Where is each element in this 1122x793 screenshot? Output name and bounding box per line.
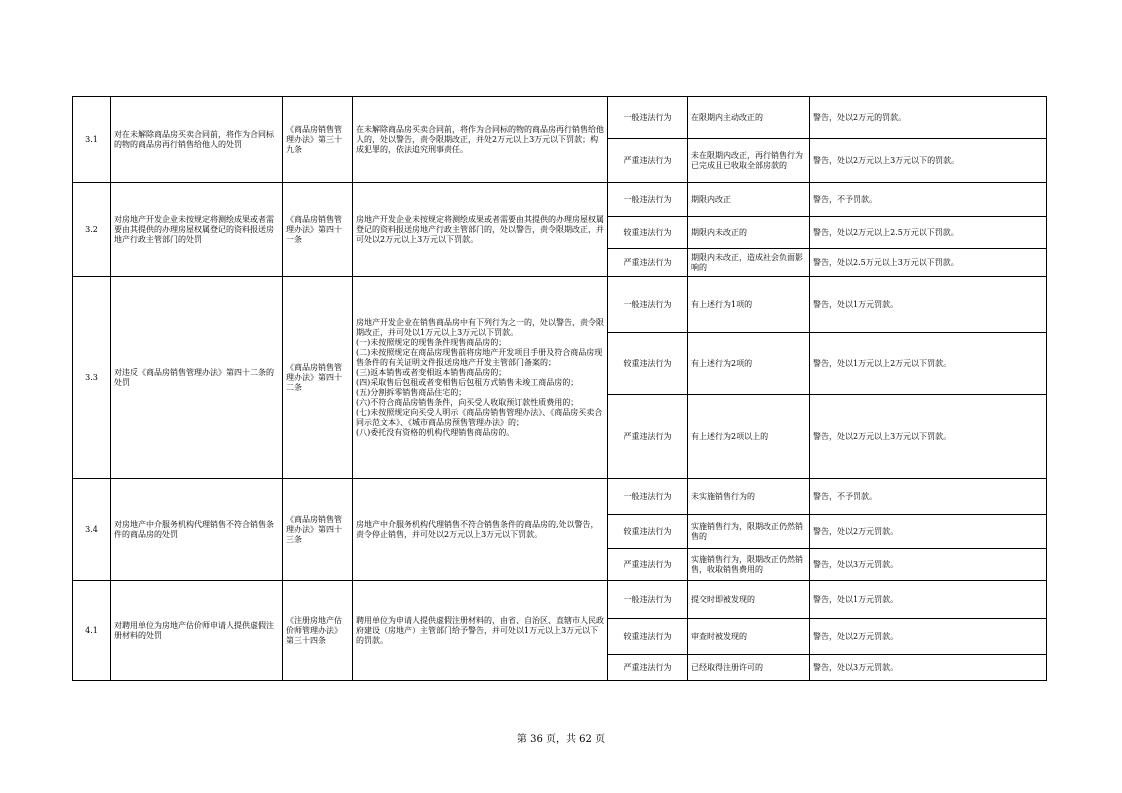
penalty-standard: 警告，处以2万元以上2.5万元以下罚款。	[810, 217, 1047, 249]
violation-content: 在未解除商品房买卖合同前，将作为合同标的物的商品房再行销售给他人的，处以警告，责令限期改正，并处2万元以上3万元以下罚款；构成犯罪的，依法追究刑事责任。	[353, 97, 608, 183]
item-number: 3.2	[73, 183, 111, 277]
table-row	[73, 479, 1047, 515]
violation-level: 严重违法行为	[608, 395, 688, 479]
penalty-standards-table	[72, 96, 1047, 681]
violation-level: 严重违法行为	[608, 249, 688, 277]
table-row	[73, 581, 1047, 619]
violation-level: 严重违法行为	[608, 139, 688, 183]
penalty-standard: 警告，处以2万元罚款。	[810, 515, 1047, 549]
penalty-standard: 警告，不予罚款。	[810, 479, 1047, 515]
violation-content: 房地产开发企业未按规定将测绘成果或者需要由其提供的办理房屋权属登记的资料报送房地产行政主管部门的，处以警告，责令限期改正，并可处以2万元以上3万元以下罚款。	[353, 183, 608, 277]
item-number: 3.3	[73, 277, 111, 479]
violation-circumstance: 未实施销售行为的	[688, 479, 810, 515]
violation-content: 聘用单位为申请人提供虚假注册材料的，由省、自治区、直辖市人民政府建设（房地产）主管部门给予警告，并可处以1万元以上3万元以下的罚款。	[353, 581, 608, 681]
table-row	[73, 277, 1047, 333]
penalty-item: 对在未解除商品房买卖合同前，将作为合同标的物的商品房再行销售给他人的处罚	[111, 97, 283, 183]
penalty-item: 对聘用单位为房地产估价师申请人提供虚假注册材料的处罚	[111, 581, 283, 681]
penalty-item: 对违反《商品房销售管理办法》第四十二条的处罚	[111, 277, 283, 479]
penalty-standard: 警告，处以2万元罚款。	[810, 619, 1047, 655]
penalty-standard: 警告，处以1万元罚款。	[810, 277, 1047, 333]
violation-circumstance: 有上述行为1项的	[688, 277, 810, 333]
penalty-standard: 警告，处以3万元罚款。	[810, 549, 1047, 581]
penalty-standard: 警告，处以3万元罚款。	[810, 655, 1047, 681]
violation-circumstance: 已经取得注册许可的	[688, 655, 810, 681]
violation-level: 严重违法行为	[608, 655, 688, 681]
violation-level: 较重违法行为	[608, 217, 688, 249]
violation-level: 较重违法行为	[608, 619, 688, 655]
violation-circumstance: 未在限期内改正，再行销售行为已完成且已收取全部房款的	[688, 139, 810, 183]
violation-level: 一般违法行为	[608, 581, 688, 619]
penalty-standard: 警告，处以2万元以上3万元以下罚款。	[810, 395, 1047, 479]
violation-circumstance: 实施销售行为，限期改正仍然销售，收取销售费用的	[688, 549, 810, 581]
violation-circumstance: 提交时即被发现的	[688, 581, 810, 619]
item-number: 3.1	[73, 97, 111, 183]
penalty-standard: 警告，处以1万元以上2万元以下罚款。	[810, 333, 1047, 395]
penalty-standard: 警告，处以2.5万元以上3万元以下罚款。	[810, 249, 1047, 277]
table-row	[73, 183, 1047, 217]
violation-circumstance: 审查时被发现的	[688, 619, 810, 655]
violation-level: 一般违法行为	[608, 277, 688, 333]
violation-level: 一般违法行为	[608, 183, 688, 217]
legal-basis: 《商品房销售管理办法》第四十三条	[283, 479, 353, 581]
violation-level: 严重违法行为	[608, 549, 688, 581]
legal-basis: 《商品房销售管理办法》第四十一条	[283, 183, 353, 277]
violation-level: 一般违法行为	[608, 479, 688, 515]
violation-circumstance: 有上述行为2项的	[688, 333, 810, 395]
penalty-standard: 警告，处以1万元罚款。	[810, 581, 1047, 619]
violation-level: 较重违法行为	[608, 333, 688, 395]
violation-content: 房地产中介服务机构代理销售不符合销售条件的商品房的,处以警告，责令停止销售，并可处以2万元以上3万元以下罚款。	[353, 479, 608, 581]
item-number: 3.4	[73, 479, 111, 581]
violation-level: 一般违法行为	[608, 97, 688, 139]
item-number: 4.1	[73, 581, 111, 681]
legal-basis: 《注册房地产估价师管理办法》第三十四条	[283, 581, 353, 681]
penalty-standard: 警告，处以2万元以上3万元以下的罚款。	[810, 139, 1047, 183]
penalty-standard: 警告，处以2万元的罚款。	[810, 97, 1047, 139]
penalty-item: 对房地产开发企业未按规定将测绘成果或者需要由其提供的办理房屋权属登记的资料报送房地产行政主管部门的处罚	[111, 183, 283, 277]
violation-circumstance: 期限内未改正，造成社会负面影响的	[688, 249, 810, 277]
page-number-footer: 第 36 页，共 62 页	[516, 734, 606, 745]
violation-circumstance: 在限期内主动改正的	[688, 97, 810, 139]
legal-basis: 《商品房销售管理办法》第三十九条	[283, 97, 353, 183]
penalty-item: 对房地产中介服务机构代理销售不符合销售条件的商品房的处罚	[111, 479, 283, 581]
violation-circumstance: 有上述行为2项以上的	[688, 395, 810, 479]
violation-content: 房地产开发企业在销售商品房中有下列行为之一的，处以警告，责令限期改正，并可处以1万元以上3万元以下罚款。 (一)未按照规定的现售条件现售商品房的； (二)未按照规定在商品房现售前将房地产开发项目手册及符合商品房现售条件的有关证明文件报送房地产开发主管部门备案的； (三)返本销售或者变相返本销售商品房的； (四)采取售后包租或者变相售后包租方式销售未竣工商品房的； (五)分割拆零销售商品住宅的； (六)不符合商品房销售条件，向买受人收取预订款性质费用的； (七)未按照规定向买受人明示《商品房销售管理办法》、《商品房买卖合同示范文本》、《城市商品房预售管理办法》的； (八)委托没有资格的机构代理销售商品房的。	[353, 277, 608, 479]
penalty-standard: 警告，不予罚款。	[810, 183, 1047, 217]
violation-level: 较重违法行为	[608, 515, 688, 549]
legal-basis: 《商品房销售管理办法》第四十二条	[283, 277, 353, 479]
violation-circumstance: 期限内改正	[688, 183, 810, 217]
violation-circumstance: 实施销售行为，限期改正仍然销售的	[688, 515, 810, 549]
violation-circumstance: 期限内未改正的	[688, 217, 810, 249]
table-row	[73, 97, 1047, 139]
